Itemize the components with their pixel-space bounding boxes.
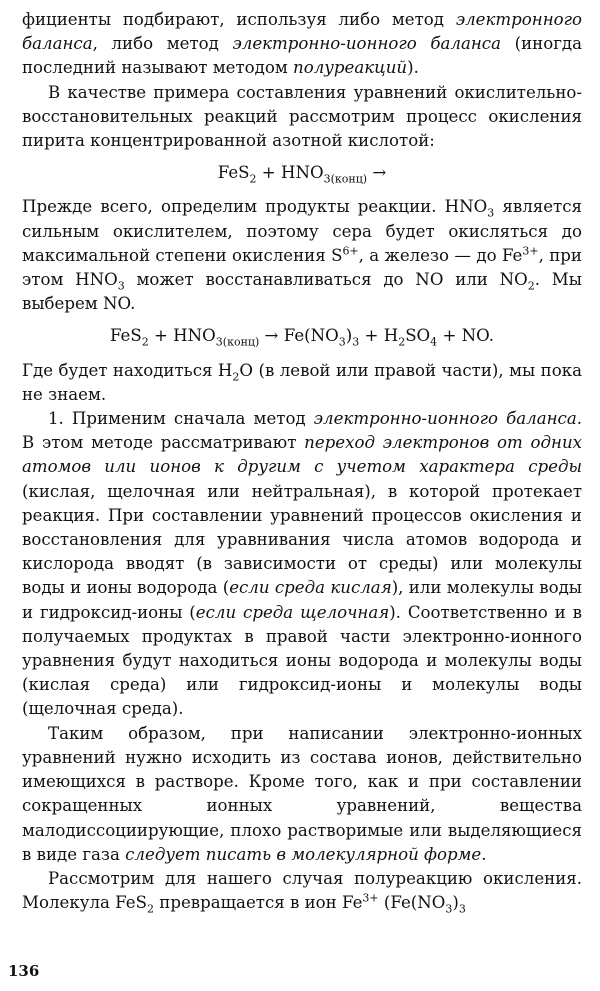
formula-subscript: 2 xyxy=(249,172,257,186)
paragraph-water-position xyxy=(22,359,582,407)
formula-full-reaction xyxy=(22,324,582,348)
formula-part: ) xyxy=(345,326,353,346)
text-run: ). Соответственно и в получаемых продуктах в правой части электронно-ионного уравнения будут находиться ионы водорода и молекулы воды (кислая среда) или гидроксид-ионы и молекулы воды (щелочная среда). xyxy=(22,602,582,719)
formula-subscript: 4 xyxy=(430,335,438,349)
italic-term: электронного баланса xyxy=(22,10,582,54)
text-run: ). xyxy=(407,58,419,78)
formula-part: + H xyxy=(359,326,399,346)
italic-term: переход электронов от одних атомов или ионов к другим с учетом характера среды xyxy=(22,433,582,477)
paragraph-ion-equations-rules xyxy=(22,722,582,867)
formula-part: FeS xyxy=(217,163,250,183)
text-run: Таким образом, при написании электронно-ионных уравнений нужно исходить из состава ионов, действительно имеющихся в растворе. Кроме того, как и при составлении сокращенных ионных уравнений, вещества малодиссоциирующие, плохо растворимые или выделяющиеся в виде газа xyxy=(22,723,582,864)
text-run: . xyxy=(481,844,487,864)
text-run: ) xyxy=(452,893,459,913)
text-run: (кислая, щелочная или нейтральная), в которой протекает реакция. При составлении уравнений процессов окисления и восстановления для уравнивания числа атомов водорода и кислорода вводят (в зависимости от среды) или молекулы воды и ионы водорода ( xyxy=(22,481,582,598)
italic-term: если среда кислая xyxy=(229,578,392,598)
text-run: Рассмотрим для нашего случая полуреакцию окисления. Молекула FeS xyxy=(22,868,582,913)
formula-part: + NO. xyxy=(437,326,495,346)
text-run: (иногда последний называют методом xyxy=(22,34,583,78)
formula-part: FeS xyxy=(109,326,142,346)
text-run: O (в левой или правой части), мы пока не знаем. xyxy=(22,360,582,404)
text-run: превращается в ион Fe xyxy=(153,893,363,913)
formula-part: SO xyxy=(405,326,431,346)
text-run: 1. Применим сначала метод xyxy=(48,409,314,429)
text-run: ), или молекулы воды и гидроксид-ионы ( xyxy=(22,578,582,622)
paragraph-products xyxy=(22,195,582,316)
italic-term: полуреакций xyxy=(293,58,408,78)
text-run: фициенты подбирают, используя либо метод xyxy=(22,10,456,29)
text-run: , при этом HNO xyxy=(22,245,582,290)
subscript: 2 xyxy=(232,369,240,383)
text-run: может восстанавливаться до NO или NO xyxy=(124,270,528,290)
page-number: 136 xyxy=(8,962,40,980)
formula-subscript: 3 xyxy=(352,335,360,349)
subscript: 3 xyxy=(117,279,125,293)
arrow-symbol: → xyxy=(367,163,387,183)
subscript: 3 xyxy=(458,902,466,916)
text-run: Прежде всего, определим продукты реакции. HNO xyxy=(22,197,488,217)
superscript: 3+ xyxy=(362,891,379,905)
text-run: . В этом методе рассматривают xyxy=(22,409,583,453)
formula-part: → Fe(NO xyxy=(259,326,339,346)
subscript: 3 xyxy=(445,902,453,916)
formula-part: + HNO xyxy=(148,326,216,346)
paragraph-ion-electron-method xyxy=(22,407,582,722)
text-run: Где будет находиться H xyxy=(22,360,233,380)
formula-subscript: 3 xyxy=(338,335,346,349)
superscript: 6+ xyxy=(342,244,359,258)
formula-subscript: 3(конц) xyxy=(215,335,260,349)
text-run: . Мы выберем NO. xyxy=(22,270,583,314)
paragraph-example-intro xyxy=(22,81,582,154)
paragraph-balance-methods xyxy=(22,8,582,81)
italic-term: электронно-ионного баланса xyxy=(313,409,577,429)
paragraph-oxidation-half-reaction xyxy=(22,867,582,915)
formula-part: + HNO xyxy=(256,163,324,183)
text-run: , а железо — до Fe xyxy=(358,245,523,265)
text-run: , либо метод xyxy=(92,34,233,54)
formula-subscript: 2 xyxy=(398,335,406,349)
formula-subscript: 3(конц) xyxy=(323,172,368,186)
subscript: 2 xyxy=(146,902,154,916)
superscript: 3+ xyxy=(522,244,539,258)
italic-term: следует писать в молекулярной форме xyxy=(125,844,482,864)
formula-reactants xyxy=(22,161,582,185)
text-run: В качестве примера составления уравнений окислительно-восстановительных реакций рассмотрим процесс окисления пирита концентрированной азотной кислотой: xyxy=(22,82,582,151)
italic-term: если среда щелочная xyxy=(195,602,390,622)
formula-subscript: 2 xyxy=(141,335,149,349)
italic-term: электронно-ионного баланса xyxy=(232,34,501,54)
subscript: 3 xyxy=(487,206,495,220)
subscript: 2 xyxy=(527,279,535,293)
text-run: является сильным окислителем, поэтому сера будет окисляться до максимальной степени окисления S xyxy=(22,197,582,265)
text-run: (Fe(NO xyxy=(378,893,446,913)
